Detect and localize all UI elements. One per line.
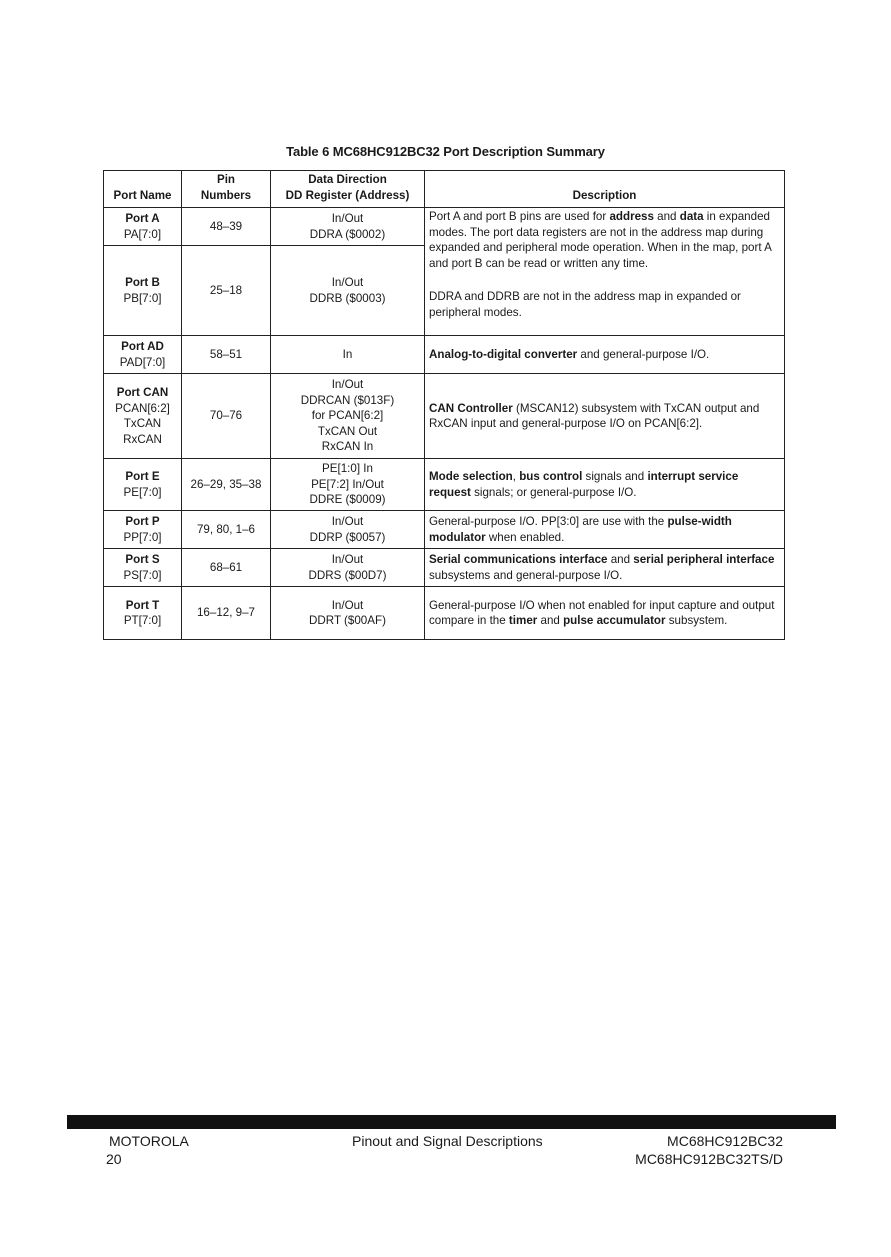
port-b-name: Port B	[125, 276, 160, 289]
header-pin-numbers	[182, 171, 271, 208]
port-e-name: Port E	[125, 470, 160, 483]
port-p-ddr1: In/Out	[331, 515, 364, 528]
port-e-ddr2: PE[7:2] In/Out	[311, 477, 384, 491]
port-t-ddr-cell	[271, 587, 425, 640]
port-can-sub3: RxCAN	[123, 432, 162, 446]
port-can-ddr3: for PCAN[6:2]	[311, 409, 384, 423]
footer-company: MOTOROLA	[109, 1133, 189, 1149]
table-row-port-can	[104, 374, 785, 459]
port-description-table	[103, 170, 785, 640]
table-row-port-ad	[104, 336, 785, 374]
port-t-name-cell	[104, 587, 182, 640]
port-e-desc-t2: signals and	[582, 470, 648, 483]
port-e-desc-b2: bus control	[519, 470, 583, 483]
port-s-ddr-cell	[271, 549, 425, 587]
port-a-name-cell	[104, 208, 182, 246]
port-a-pins: 48–39	[182, 208, 271, 246]
port-e-desc-b3: interrupt service request	[429, 470, 739, 499]
port-can-name-cell	[104, 374, 182, 459]
port-can-desc-t1: (MSCAN12) subsystem with TxCAN output and RxCAN input and general-purpose I/O on PCAN[6:2].	[429, 401, 760, 430]
port-can-ddr5: RxCAN In	[321, 440, 374, 454]
port-e-name-cell	[104, 459, 182, 511]
port-a-ddr1: In/Out	[331, 212, 364, 225]
port-ab-description	[425, 208, 785, 336]
port-p-desc-t1: General-purpose I/O. PP[3:0] are use with the	[429, 515, 668, 528]
header-description: Description	[425, 171, 785, 208]
port-e-ddr1: PE[1:0] In	[322, 462, 373, 476]
footer-page-number: 20	[106, 1151, 122, 1167]
port-a-name: Port A	[125, 212, 160, 225]
port-p-name: Port P	[125, 515, 160, 528]
port-ad-name-cell	[104, 336, 182, 374]
port-ab-desc-t4: DDRA and DDRB are not in the address map in expanded or peripheral modes.	[429, 290, 741, 319]
port-a-ddr2: DDRA ($0002)	[309, 227, 386, 241]
port-b-pins: 25–18	[182, 246, 271, 336]
port-t-pins: 16–12, 9–7	[182, 587, 271, 640]
port-e-pins: 26–29, 35–38	[182, 459, 271, 511]
port-ab-desc-t3: in expanded modes. The port data registers are not in the address map during expanded and peripheral mode operation. When in the map, port A and port B can be read or written any time.	[429, 210, 772, 270]
port-ab-desc-t1: Port A and port B pins are used for	[429, 210, 610, 223]
header-pin-line1: Pin	[216, 173, 236, 186]
port-s-desc-b2: serial peripheral interface	[633, 553, 775, 566]
table-header-row	[104, 171, 785, 208]
table-row-port-e	[104, 459, 785, 511]
table-row-port-s	[104, 549, 785, 587]
port-b-ddr1: In/Out	[331, 276, 364, 289]
port-ab-desc-b2: data	[679, 210, 704, 223]
port-e-sub: PE[7:0]	[123, 485, 162, 499]
footer-doc-number: MC68HC912BC32TS/D	[635, 1151, 783, 1167]
port-ad-description	[425, 336, 785, 374]
port-can-name: Port CAN	[116, 386, 169, 399]
table-row-port-t	[104, 587, 785, 640]
port-t-desc-b2: pulse accumulator	[563, 614, 666, 627]
port-e-desc-t3: signals; or general-purpose I/O.	[470, 485, 637, 499]
port-can-pins: 70–76	[182, 374, 271, 459]
port-s-description	[425, 549, 785, 587]
footer-part-number: MC68HC912BC32	[667, 1133, 783, 1149]
port-ab-desc-t2: and	[653, 210, 680, 223]
port-e-desc-b1: Mode selection	[429, 470, 513, 483]
port-ad-sub: PAD[7:0]	[119, 355, 166, 369]
port-p-desc-t2: when enabled.	[485, 530, 565, 544]
port-can-ddr1: In/Out	[331, 378, 364, 392]
port-ad-desc-t1: and general-purpose I/O.	[577, 347, 710, 361]
port-s-desc-t2: subsystems and general-purpose I/O.	[429, 568, 623, 582]
port-ad-name: Port AD	[121, 340, 164, 353]
port-a-ddr-cell	[271, 208, 425, 246]
table-row-port-p	[104, 511, 785, 549]
header-ddr-line1: Data Direction	[308, 173, 387, 186]
port-t-desc-t2: and	[537, 614, 564, 627]
port-t-desc-t3: subsystem.	[665, 614, 728, 627]
port-e-ddr3: DDRE ($0009)	[309, 493, 386, 507]
port-ad-pins: 58–51	[182, 336, 271, 374]
port-t-ddr1: In/Out	[331, 598, 364, 612]
footer-rule	[67, 1115, 836, 1129]
header-pin-line2: Numbers	[200, 188, 252, 202]
port-p-sub: PP[7:0]	[123, 530, 162, 544]
port-can-desc-b1: CAN Controller	[429, 401, 513, 415]
port-p-name-cell	[104, 511, 182, 549]
header-data-direction	[271, 171, 425, 208]
port-can-ddr4: TxCAN Out	[317, 424, 378, 438]
port-s-desc-b1: Serial communications interface	[429, 553, 608, 566]
port-ad-desc-b1: Analog-to-digital converter	[429, 347, 578, 361]
port-s-name-cell	[104, 549, 182, 587]
port-s-sub: PS[7:0]	[123, 568, 162, 582]
port-can-sub1: PCAN[6:2]	[115, 401, 170, 415]
port-s-name: Port S	[125, 553, 160, 566]
port-ad-ddr: In	[271, 336, 425, 374]
port-b-sub: PB[7:0]	[123, 291, 162, 305]
port-t-ddr2: DDRT ($00AF)	[309, 614, 386, 627]
port-p-ddr-cell	[271, 511, 425, 549]
port-t-sub: PT[7:0]	[123, 614, 162, 627]
port-a-sub: PA[7:0]	[123, 227, 162, 241]
port-can-ddr-cell	[271, 374, 425, 459]
port-s-ddr2: DDRS ($00D7)	[308, 568, 387, 582]
port-can-ddr2: DDRCAN ($013F)	[300, 393, 395, 407]
port-b-name-cell	[104, 246, 182, 336]
port-p-desc-b1: pulse-width modulator	[429, 515, 732, 544]
header-ddr-line2: DD Register (Address)	[285, 188, 410, 202]
footer-section-title: Pinout and Signal Descriptions	[352, 1133, 543, 1149]
port-e-ddr-cell	[271, 459, 425, 511]
header-port-name: Port Name	[104, 171, 182, 208]
table-title: Table 6 MC68HC912BC32 Port Description Summary	[286, 144, 605, 159]
port-can-description	[425, 374, 785, 459]
port-s-desc-t1: and	[607, 553, 634, 566]
port-can-sub2: TxCAN	[123, 417, 162, 430]
port-p-description	[425, 511, 785, 549]
port-t-description	[425, 587, 785, 640]
port-p-ddr2: DDRP ($0057)	[309, 530, 386, 544]
port-s-ddr1: In/Out	[331, 553, 364, 566]
port-t-desc-t1: General-purpose I/O when not enabled for input capture and output compare in the	[429, 598, 775, 627]
port-p-pins: 79, 80, 1–6	[182, 511, 271, 549]
port-s-pins: 68–61	[182, 549, 271, 587]
table-row-port-a	[104, 208, 785, 246]
port-e-description	[425, 459, 785, 511]
port-e-desc-t1: ,	[512, 470, 520, 483]
port-ab-desc-b1: address	[609, 210, 654, 223]
port-b-ddr-cell	[271, 246, 425, 336]
port-b-ddr2: DDRB ($0003)	[309, 291, 386, 305]
port-t-name: Port T	[125, 598, 160, 612]
port-t-desc-b1: timer	[508, 614, 538, 627]
